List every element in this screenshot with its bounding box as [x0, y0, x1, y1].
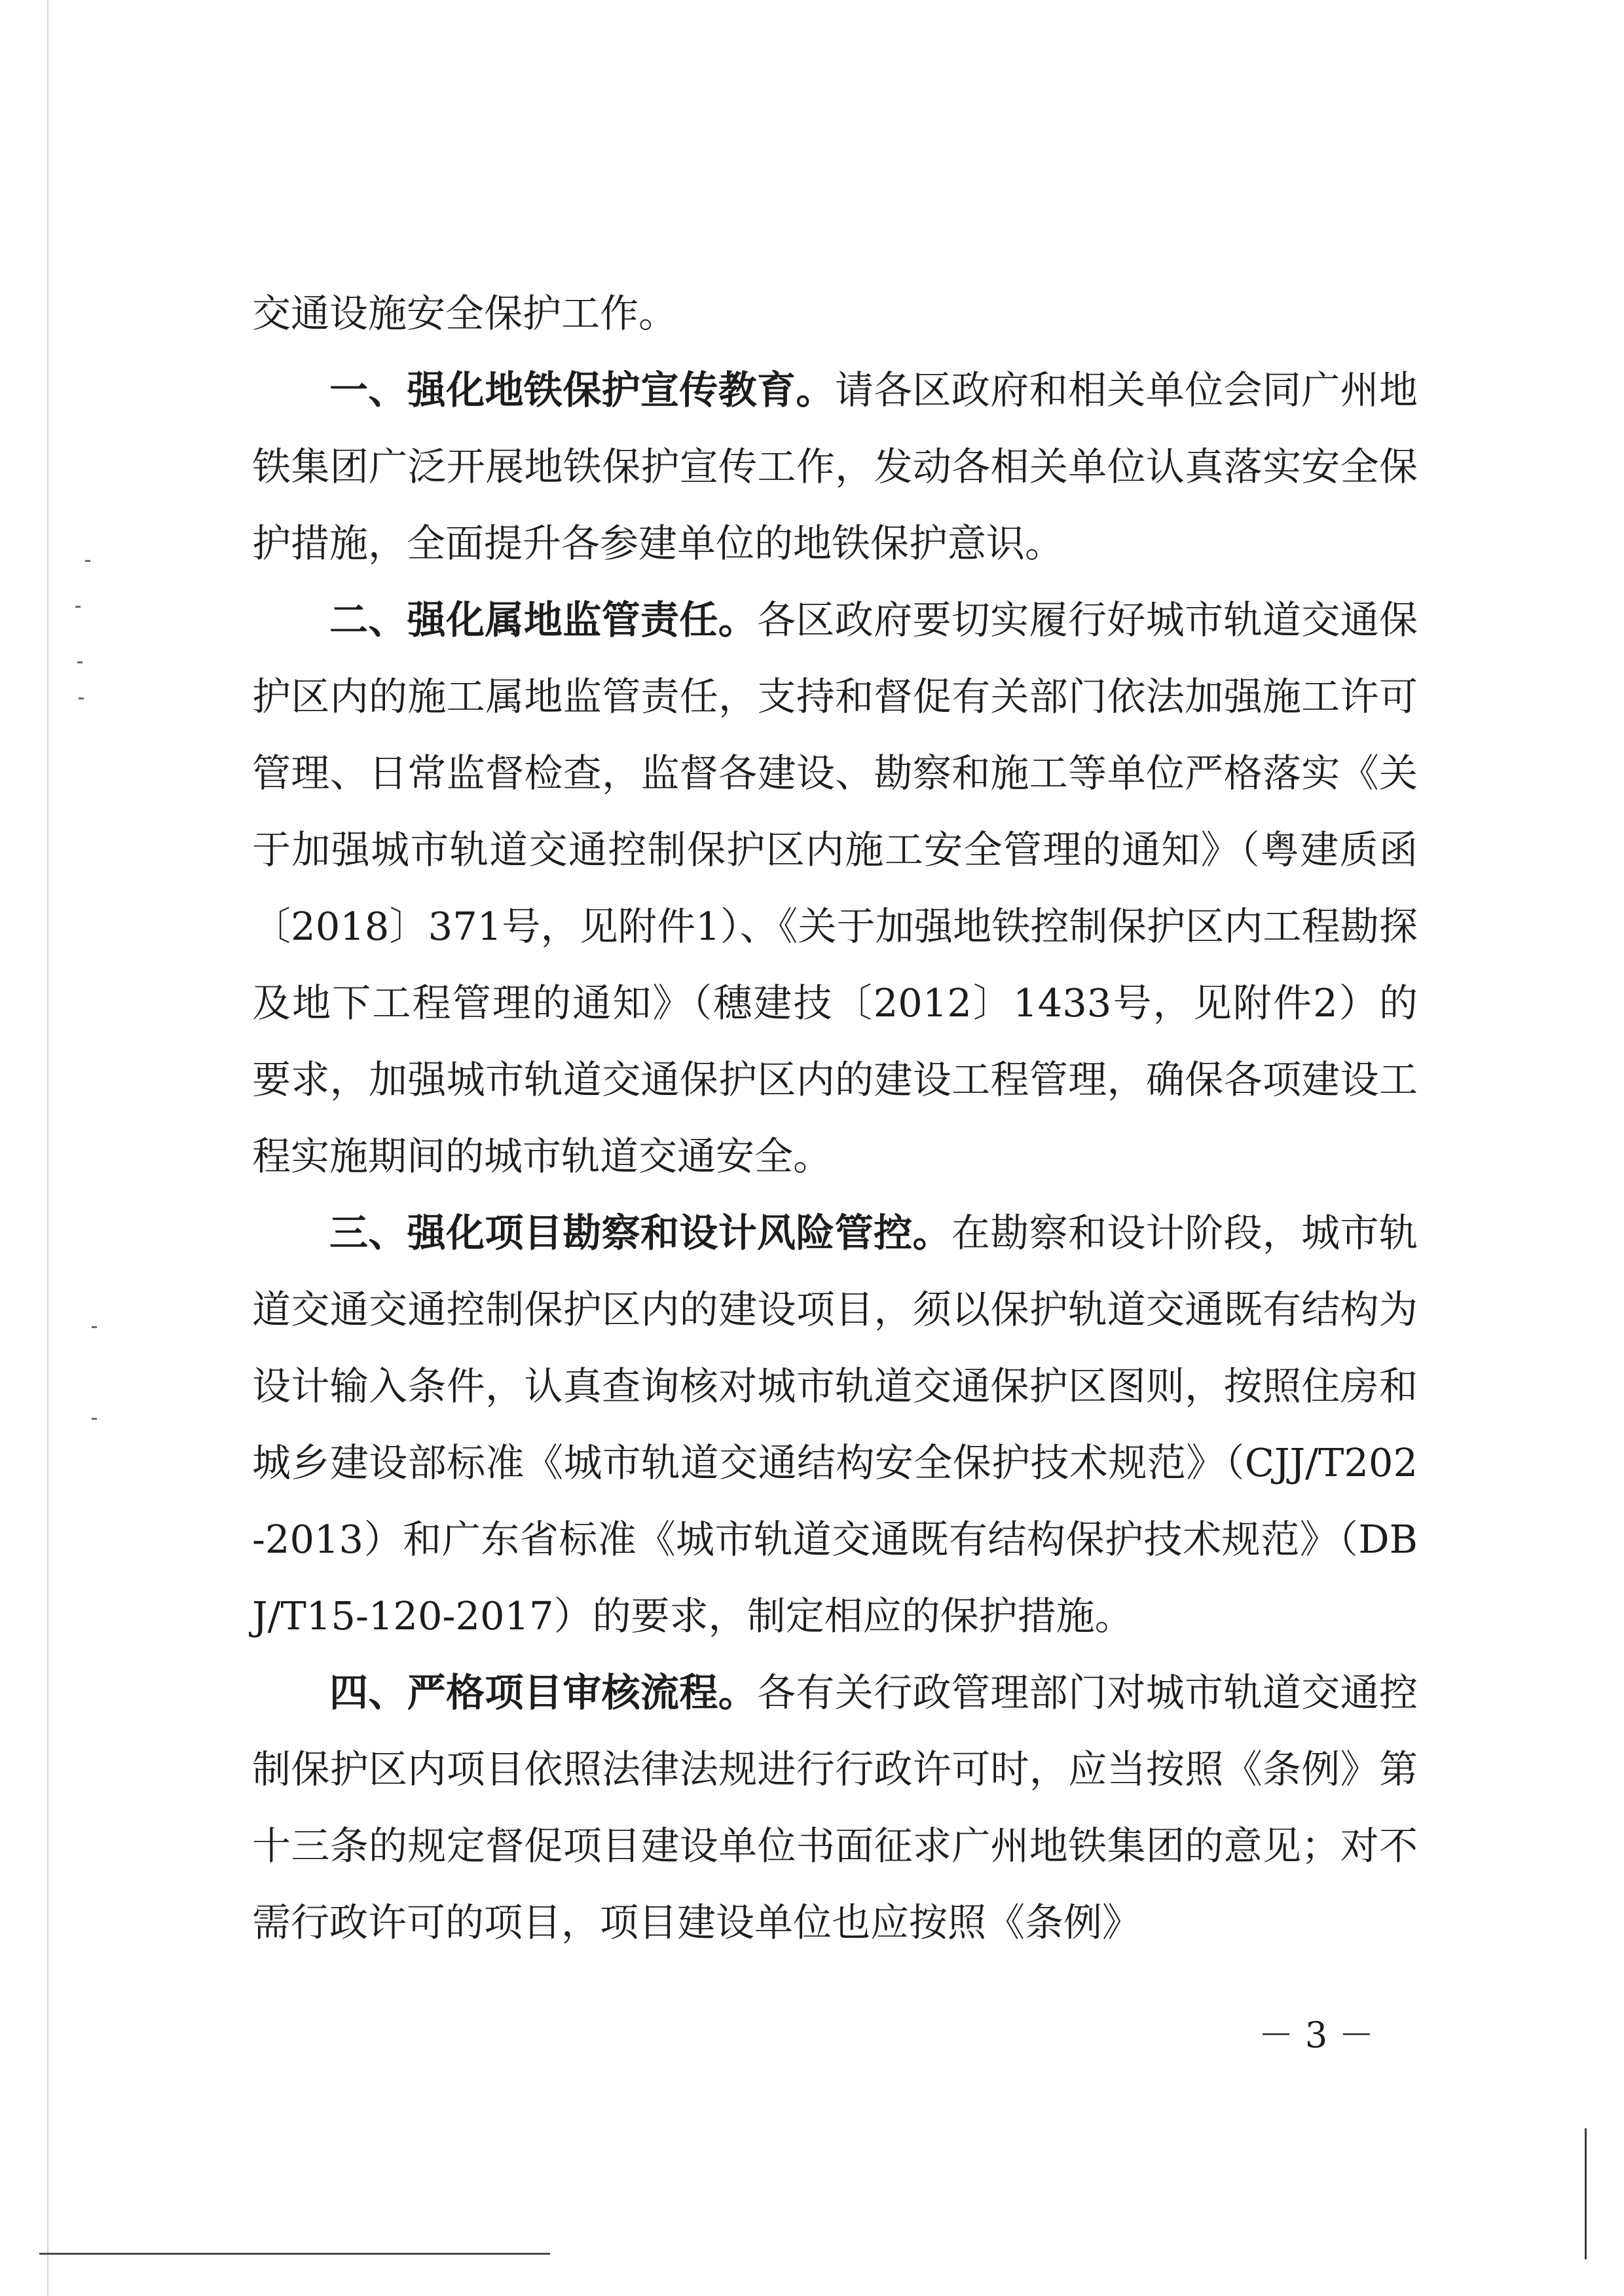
- paragraph-text: 在勘察和设计阶段，城市轨道交通交通控制保护区内的建设项目，须以保护轨道交通既有结构为设计输入条件，认真查询核对城市轨道交通保护区图则，按照住房和城乡建设部标准《城市轨道交通结构安全保护技术规范》（CJJ/T202-2013）和广东省标准《城市轨道交通既有结构保护技术规范》（DBJ/T15-120-2017）的要求，制定相应的保护措施。: [252, 1210, 1418, 1639]
- scan-edge-right: [1585, 2128, 1587, 2259]
- paragraph-continuation: [252, 275, 1418, 352]
- section-heading: 一、强化地铁保护宣传教育。: [329, 367, 835, 413]
- paragraph-section-3: [252, 1194, 1418, 1654]
- paragraph-section-1: [252, 352, 1418, 582]
- paragraph-text: 各有关行政管理部门对城市轨道交通控制保护区内项目依照法律法规进行行政许可时，应当按照《条例》第十三条的规定督促项目建设单位书面征求广州地铁集团的意见；对不需行政许可的项目，项目建设单位也应按照《条例》: [252, 1670, 1418, 1945]
- scan-speck: [77, 661, 83, 663]
- paragraph-text: 各区政府要切实履行好城市轨道交通保护区内的施工属地监管责任，支持和督促有关部门依法加强施工许可管理、日常监督检查，监督各建设、勘察和施工等单位严格落实《关于加强城市轨道交通控制保护区内施工安全管理的通知》（粤建质函〔2018〕371号，见附件1）、《关于加强地铁控制保护区内工程勘探及地下工程管理的通知》（穗建技〔2012〕1433号，见附件2）的要求，加强城市轨道交通保护区内的建设工程管理，确保各项建设工程实施期间的城市轨道交通安全。: [252, 597, 1418, 1179]
- paragraph-text: 交通设施安全保护工作。: [252, 291, 678, 336]
- scan-speck: [92, 1418, 97, 1420]
- section-heading: 四、严格项目审核流程。: [329, 1670, 758, 1715]
- section-heading: 二、强化属地监管责任。: [329, 597, 758, 642]
- scan-speck: [92, 1326, 97, 1328]
- paragraph-section-4: [252, 1654, 1418, 1961]
- scan-speck: [75, 606, 81, 608]
- scan-edge-bottom: [39, 2253, 550, 2255]
- document-body: [252, 275, 1418, 1961]
- scan-speck: [79, 697, 84, 699]
- section-heading: 三、强化项目勘察和设计风险管控。: [329, 1210, 951, 1255]
- scan-speck: [85, 560, 90, 562]
- page-number: － 3 －: [1258, 2014, 1375, 2056]
- scan-edge-left: [47, 0, 48, 2296]
- paragraph-section-2: [252, 582, 1418, 1194]
- paragraph-text: 请各区政府和相关单位会同广州地铁集团广泛开展地铁保护宣传工作，发动各相关单位认真落实安全保护措施，全面提升各参建单位的地铁保护意识。: [252, 367, 1418, 566]
